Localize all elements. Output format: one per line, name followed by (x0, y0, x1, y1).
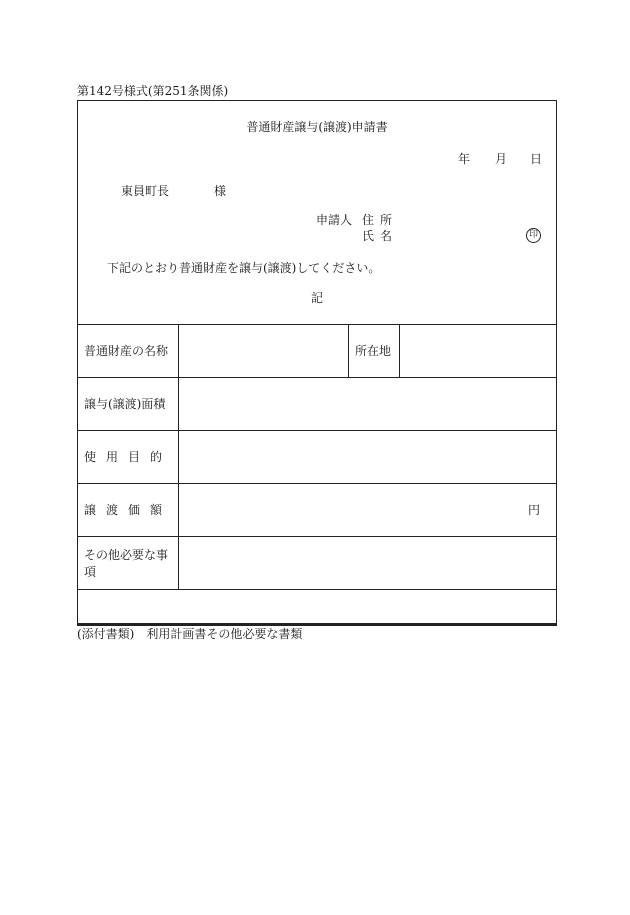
row-divider (78, 589, 556, 590)
request-statement: 下記のとおり普通財産を譲与(譲渡)してください。 (107, 261, 381, 275)
row-divider (78, 536, 556, 537)
other-items-label: その他必要な事項 (84, 548, 169, 579)
row-divider (78, 430, 556, 431)
date-month-label: 月 (495, 152, 508, 166)
form-title: 普通財産譲与(譲渡)申請書 (246, 120, 388, 134)
label-column-divider (178, 324, 179, 589)
ki-heading: 記 (310, 291, 323, 305)
date-day-label: 日 (530, 152, 543, 166)
application-form (77, 100, 557, 626)
row-divider (78, 483, 556, 484)
form-number: 第142号様式(第251条関係) (77, 84, 229, 98)
area-label: 譲与(譲渡)面積 (84, 397, 166, 411)
seal-mark: 印 (526, 228, 541, 243)
honorific: 様 (214, 184, 227, 198)
column-divider (348, 324, 349, 377)
applicant-name-label: 氏名 (362, 229, 399, 243)
applicant-label: 申請人 (316, 213, 353, 227)
price-label: 譲渡価額 (84, 503, 173, 517)
addressee: 東員町長 (121, 184, 170, 198)
row-divider (78, 324, 556, 325)
attachment-note: (添付書類) 利用計画書その他必要な書類 (77, 627, 303, 641)
column-divider (399, 324, 400, 377)
date-year-label: 年 (458, 152, 471, 166)
yen-unit: 円 (528, 503, 541, 517)
purpose-label: 使用目的 (84, 450, 173, 464)
property-name-label: 普通財産の名称 (84, 344, 169, 358)
applicant-address-label: 住所 (362, 213, 399, 227)
row-divider (78, 377, 556, 378)
location-label: 所在地 (355, 344, 392, 358)
